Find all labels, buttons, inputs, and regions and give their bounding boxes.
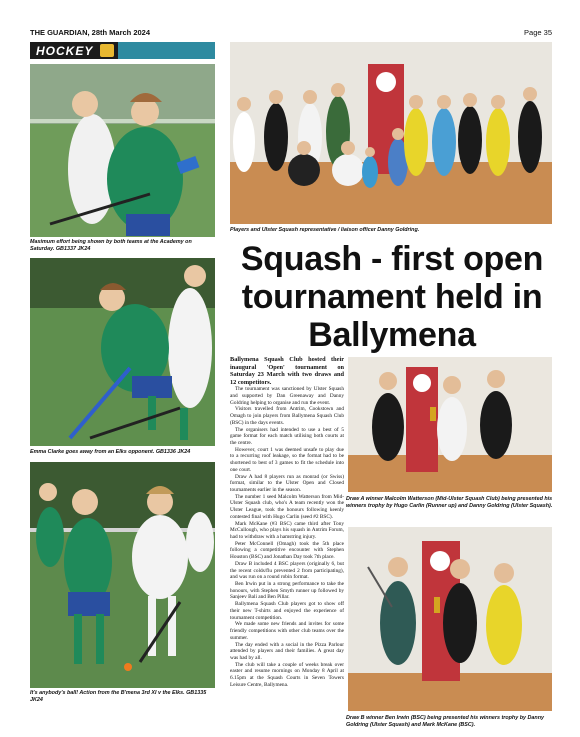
- draw-b-caption: Draw B winner Ben Irwin (BSC) being presented his winners trophy by Danny Goldring (Ulster Squash) and Mark McKane (BSC).: [346, 715, 544, 728]
- article-paragraph: Draw A had 8 players run as monrad (or Swiss) format, similar to the Ulster Open and Closed tournaments earlier in the season.: [230, 473, 344, 493]
- hockey-caption-3: It's anybody's ball! Action from the B'mena 3rd XI v the Elks. GB1335 JK24: [30, 690, 207, 703]
- article-paragraph: Ben Irwin put in a strong performance to take the honours, with Stephen Smyth runner up followed by Sanjeev Bali and Ben Pillar.: [230, 581, 344, 601]
- masthead-paper-date: THE GUARDIAN, 28th March 2024: [30, 28, 151, 37]
- section-tag-bar: [118, 42, 215, 59]
- squash-group-caption: Players and Ulster Squash representative / liaison officer Danny Goldring.: [230, 227, 420, 233]
- article-paragraph: The number 1 seed Malcolm Watterson from Mid-Ulster Squash club, who's A team recently won the Ulster League, took the honours following keenly contested final with Hugo Carlin (seed #2 BSC).: [230, 493, 344, 520]
- article-paragraph: Visitors travelled from Antrim, Cookstown and Omagh to join players from Ballymena Squash Club (BSC) in the days events.: [230, 406, 344, 426]
- draw-a-winner-photo: [348, 357, 552, 492]
- article-paragraph: However, court 1 was deemed unsafe to play due to a recurring roof leakage, so the format had to be shortened to best of 3 games to fit the schedule into one court.: [230, 446, 344, 473]
- hockey-photo-2: [30, 258, 215, 446]
- hockey-photo-3: [30, 462, 215, 688]
- hockey-photo-1: [30, 64, 215, 237]
- article-paragraph: The tournament was sanctioned by Ulster Squash and supported by Dan Greenaway and Danny Goldring helping to organise and run the event.: [230, 386, 344, 406]
- article-body: [230, 356, 344, 728]
- article-paragraph: Ballymena Squash Club players got to show off their new T-shirts and enjoyed the experience of tournament competition.: [230, 601, 344, 621]
- article-lead: Ballymena Squash Club hosted their inaugural 'Open' tournament on Saturday 23 March with two draws and 12 competitors.: [230, 356, 344, 386]
- squash-group-photo: [230, 42, 552, 224]
- article-paragraph: The club will take a couple of weeks break over easter and resume mornings on Monday 8 April at 6.15pm at the Squash Courts in Seven Towers Leisure Centre, Ballymena.: [230, 661, 344, 688]
- masthead: [30, 28, 552, 40]
- draw-a-caption: Draw A winner Malcolm Watterson (Mid-Ulster Squash Club) being presented his winners trophy by Hugo Carlin (Runner up) and Danny Goldring (Ulster Squash).: [346, 496, 553, 509]
- hockey-caption-2: Emma Clarke goes away from an Elks opponent. GB1336 JK24: [30, 449, 191, 455]
- article-paragraph: We made some new friends and invites for some friendly competitions with other club teams over the summer.: [230, 621, 344, 641]
- article-paragraph: Peter McConnell (Omagh) took the 5th place following a competitive encounter with Stephen Houston (BSC) and Jonathan Day took 7th place.: [230, 540, 344, 561]
- section-label: HOCKEY: [36, 44, 94, 58]
- draw-b-winner-photo: [348, 527, 552, 711]
- section-tag-hockey: [30, 42, 118, 59]
- article-paragraph: Mark McKane (#3 BSC) came third after Tony McCullough, who plays his squash in Antrim Forum, had to withdraw with a hamstring injury.: [230, 520, 344, 540]
- article-paragraph: The organisers had intended to use a best of 5 game format for each match utilising both courts at the centre.: [230, 426, 344, 446]
- headline: Squash - first open tournament held in Ballymena: [240, 240, 544, 355]
- hockey-caption-1: Maximum effort being shown by both teams at the Academy on Saturday. GB1337 JK24: [30, 239, 192, 252]
- page-number: Page 35: [524, 28, 552, 37]
- hockey-stick-icon: [100, 44, 114, 57]
- article-paragraph: Draw B included 4 BSC players (originally 6, but the recent colds/flu prevented 2 from participating), and was run on a round robin format.: [230, 560, 344, 581]
- article-paragraph: The day ended with a social in the Pizza Parlour attended by players and their families. A great day was had by all.: [230, 641, 344, 661]
